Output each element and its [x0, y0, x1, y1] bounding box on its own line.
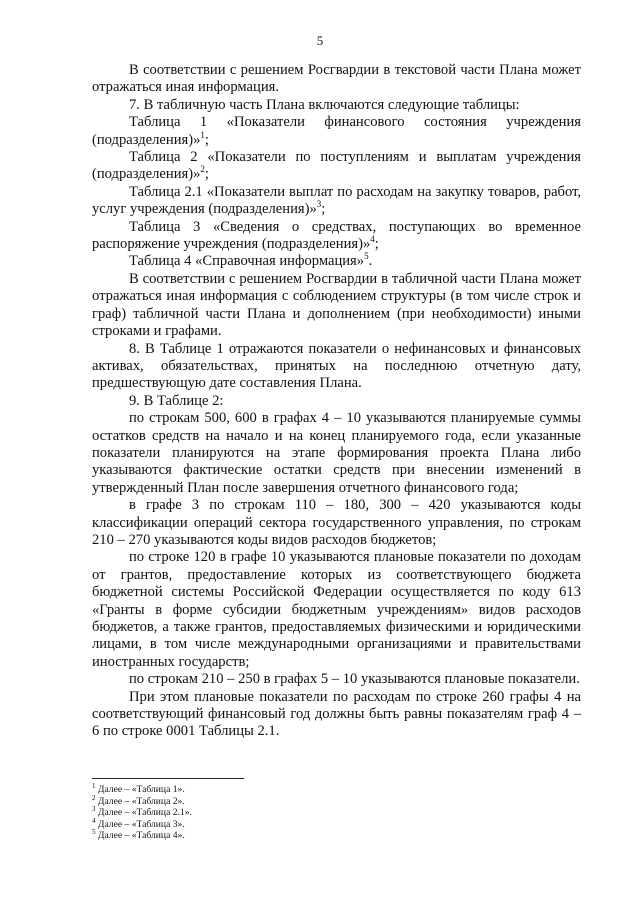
footnote-ref: 5 — [364, 251, 369, 262]
section-heading: 8. В Таблице 1 отражаются показатели о нефинансовых и финансовых активах, обязательствах, принятых на последнюю отчетную дату, предшествующую дате составления Плана. — [92, 340, 581, 392]
section-heading: 9. В Таблице 2: — [129, 392, 224, 409]
paragraph: В соответствии с решением Росгвардии в текстовой части Плана может отражаться иная информация. — [92, 62, 581, 96]
footnote: $^1$ Далее – «Таблица 1». — [92, 782, 185, 795]
footnote-ref: 1 — [200, 129, 205, 140]
paragraph: по строкам 500, 600 в графах 4 – 10 указываются планируемые суммы остатков средств на начало и на конец планируемого года, если указанные показатели планируются на этапе формирования проекта Плана либо указываются фактические остатки средств при внесении изменений в утвержденный План после завершения отчетного финансового года; — [92, 410, 581, 496]
paragraph: по строке 120 в графе 10 указываются плановые показатели по доходам от грантов, предоставление которых из соответствующего бюджета бюджетной системы Российской Федерации осуществляется по коду 613 «Гранты в форме субсидии бюджетным учреждениям» видов расходов бюджетов, а также грантов, предоставляемых физическими и юридическими лицами, в том числе международными организациями и правительствами иностранных государств; — [92, 549, 581, 670]
paragraph: в графе 3 по строкам 110 – 180, 300 – 420 указываются коды классификации операций сектора государственного управления, по строкам 210 – 270 указываются коды видов расходов бюджетов; — [92, 497, 581, 548]
table-list-item: Таблица 4 «Справочная информация»$^5$. — [129, 251, 373, 270]
footnote-divider — [92, 778, 244, 779]
footnote: $^3$ Далее – «Таблица 2.1». — [92, 805, 192, 819]
footnote: $^4$ Далее – «Таблица 3». — [92, 816, 185, 830]
table-list-item: Таблица 2 «Показатели по поступлениям и выплатам учреждения (подразделения)»$^2$; — [92, 149, 581, 183]
footnote-ref: 2 — [200, 164, 205, 175]
body-text — [92, 62, 581, 741]
paragraph: При этом плановые показатели по расходам по строке 260 графы 4 на соответствующий финансовый год должны быть равны показателям граф 4 – 6 по строке 0001 Таблицы 2.1. — [92, 688, 581, 740]
footnote: $^5$ Далее – «Таблица 4». — [92, 828, 185, 842]
footnote-ref: 4 — [370, 234, 375, 245]
table-list-item: Таблица 1 «Показатели финансового состояния учреждения (подразделения)»$^1$; — [92, 114, 581, 148]
footnotes — [92, 784, 392, 842]
footnote-ref: 3 — [316, 199, 322, 210]
section-heading: 7. В табличную часть Плана включаются следующие таблицы: — [129, 96, 520, 113]
table-list-item: Таблица 3 «Сведения о средствах, поступающих во временное распоряжение учреждения (подразделения)»$^4$; — [92, 218, 581, 253]
paragraph: по строкам 210 – 250 в графах 5 – 10 указываются плановые показатели. — [129, 671, 580, 688]
paragraph: В соответствии с решением Росгвардии в табличной части Плана может отражаться иная информация с соблюдением структуры (в том числе строк и граф) табличной части Плана и дополнением (при необходимости) иными строками и графами. — [92, 270, 581, 340]
page-number: 5 — [316, 33, 324, 48]
table-list-item: Таблица 2.1 «Показатели выплат по расходам на закупку товаров, работ, услуг учреждения (подразделения)»$^3$; — [92, 183, 581, 218]
footnote: $^2$ Далее – «Таблица 2». — [92, 793, 185, 807]
